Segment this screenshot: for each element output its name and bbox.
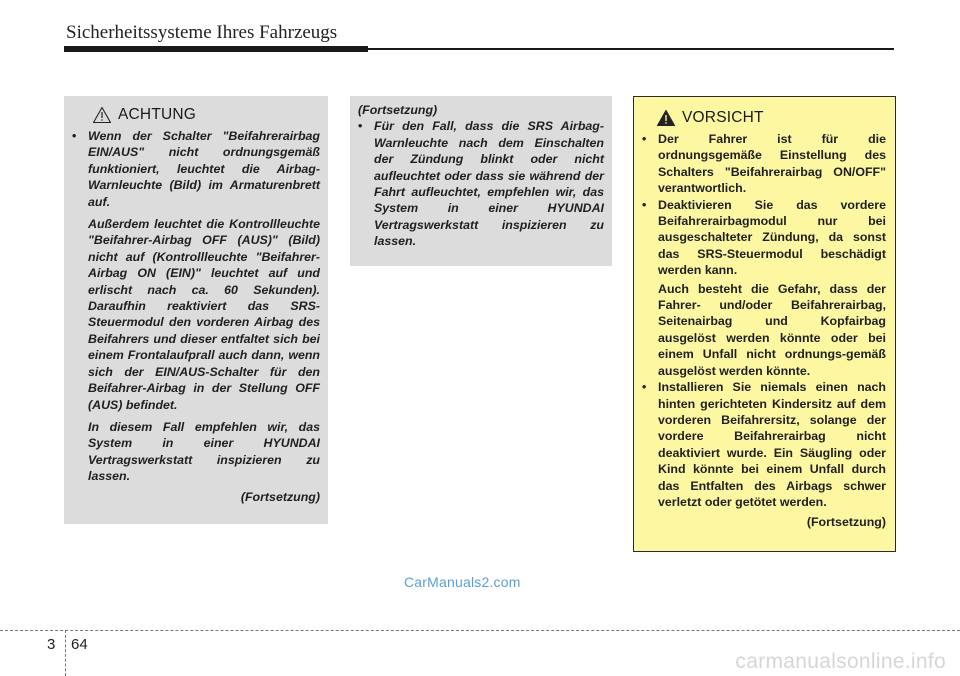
warning-triangle-outline-icon <box>92 106 112 124</box>
vorsicht-bullet-2-continued: Auch besteht die Gefahr, dass der Fahrer- und/oder Beifahrerairbag, Seitenairbag und Kopfairbag ausgelöst werden könnte oder bei einem Unfall nicht ordnungs-gemäß ausgelöst werden könnte. <box>658 281 886 378</box>
watermark-link[interactable]: CarManuals2.com <box>404 574 521 590</box>
vorsicht-continued: (Fortsetzung) <box>806 515 886 530</box>
achtung-heading <box>92 106 320 124</box>
vorsicht-heading <box>656 109 886 127</box>
vorsicht-box <box>633 96 896 552</box>
footer-divider <box>65 630 66 676</box>
section-title: Sicherheitssysteme Ihres Fahrzeugs <box>66 22 338 43</box>
achtung-box <box>64 96 328 524</box>
header-rule-bar <box>64 46 368 52</box>
vorsicht-title: VORSICHT <box>682 109 764 126</box>
vorsicht-bullet-3: • Installieren Sie niemals einen nach hinten gerichteten Kindersitz auf dem vorderen Beifahrersitz, solange der vordere Beifahrerairbag nicht deaktiviert wurde. Ein Säugling oder Kind könnte bei einem Unfall durch das Entfalten des Airbags schwer verletzt oder getötet werden. <box>642 379 886 510</box>
achtung-paragraph-1: • Wenn der Schalter "Beifahrerairbag EIN/AUS" nicht ordnungsgemäß funktioniert, leuchtet die Airbag-Warnleuchte (Bild) im Armaturenbrett auf. <box>72 128 320 210</box>
vorsicht-bullet-2: • Deaktivieren Sie das vordere Beifahrerairbagmodul nur bei ausgeschalteter Zündung, da sonst das SRS-Steuermodul beschädigt werden kann. <box>642 197 886 279</box>
vorsicht-bullet-1: • Der Fahrer ist für die ordnungsgemäße Einstellung des Schalters "Beifahrerairbag ON/OFF" verantwortlich. <box>642 131 886 197</box>
achtung-paragraph-2: Außerdem leuchtet die Kontrollleuchte "Beifahrer-Airbag OFF (AUS)" (Bild) nicht auf (Kontrollleuchte "Beifahrer-Airbag ON (EIN)" leuchtet auf und erlischt nach ca. 60 Sekunden). Daraufhin reaktiviert das SRS-Steuermodul den vorderen Airbag des Beifahrers und dieser entfaltet sich bei einem Frontalaufprall auch dann, wenn sich der EIN/AUS-Schalter für den Beifahrer-Airbag in der Stellung OFF (AUS) befindet. <box>88 217 320 412</box>
achtung-title: ACHTUNG <box>118 106 197 123</box>
achtung-paragraph-3: In diesem Fall empfehlen wir, das System in einer HYUNDAI Vertragswerkstatt inspizieren zu lassen. <box>88 419 320 484</box>
achtung-continued: (Fortsetzung) <box>240 489 320 504</box>
footer-rule <box>0 630 960 631</box>
chapter-number: 3 <box>47 636 56 653</box>
page-number: 64 <box>71 636 88 653</box>
site-watermark: carmanualsonline.info <box>735 650 946 673</box>
continuation-paragraph: • Für den Fall, dass die SRS Airbag-Warnleuchte nach dem Einschalten der Zündung blinkt oder nicht aufleuchtet oder dass sie während der Fahrt aufleuchtet, empfehlen wir, das System in einer HYUNDAI Vertragswerkstatt inspizieren zu lassen. <box>358 118 604 249</box>
continuation-box <box>350 96 612 266</box>
continuation-label: (Fortsetzung) <box>358 103 438 117</box>
warning-triangle-filled-icon <box>656 109 676 127</box>
